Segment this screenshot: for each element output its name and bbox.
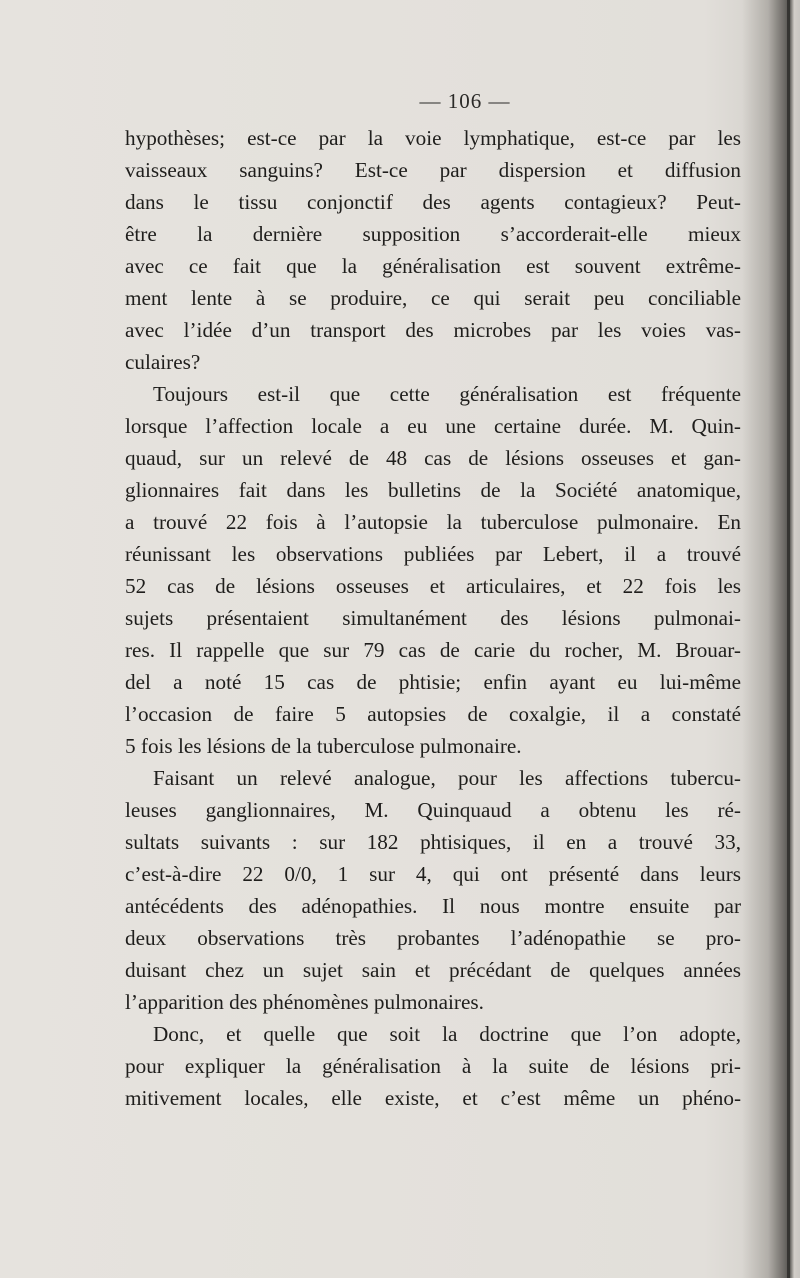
text-line: dans le tissu conjonctif des agents contagieux? Peut- — [125, 190, 741, 214]
text-line: avec l’idée d’un transport des microbes par les voies vas- — [125, 318, 741, 342]
text-line: l’apparition des phénomènes pulmonaires. — [125, 990, 484, 1014]
text-line: hypothèses; est-ce par la voie lymphatique, est-ce par les — [125, 126, 741, 150]
text-line: avec ce fait que la généralisation est souvent extrême- — [125, 254, 741, 278]
text-line: c’est-à-dire 22 0/0, 1 sur 4, qui ont présenté dans leurs — [125, 862, 741, 886]
page-edge-shadow — [742, 0, 800, 1278]
text-line: pour expliquer la généralisation à la suite de lésions pri- — [125, 1054, 741, 1078]
page-number-header: — 106 — — [419, 89, 511, 113]
text-line: Toujours est-il que cette généralisation est fréquente — [153, 382, 741, 406]
text-line: Faisant un relevé analogue, pour les affections tubercu- — [153, 766, 741, 790]
text-line: 52 cas de lésions osseuses et articulaires, et 22 fois les — [125, 574, 741, 598]
text-line: Donc, et quelle que soit la doctrine que l’on adopte, — [153, 1022, 741, 1046]
text-line: lorsque l’affection locale a eu une certaine durée. M. Quin- — [125, 414, 741, 438]
text-line: quaud, sur un relevé de 48 cas de lésions osseuses et gan- — [125, 446, 741, 470]
text-line: sultats suivants : sur 182 phtisiques, il en a trouvé 33, — [125, 830, 741, 854]
text-line: a trouvé 22 fois à l’autopsie la tuberculose pulmonaire. En — [125, 510, 741, 534]
text-line: glionnaires fait dans les bulletins de la Société anatomique, — [125, 478, 741, 502]
text-line: être la dernière supposition s’accorderait-elle mieux — [125, 222, 741, 246]
text-line: del a noté 15 cas de phtisie; enfin ayant eu lui-même — [125, 670, 741, 694]
text-line: leuses ganglionnaires, M. Quinquaud a obtenu les ré- — [125, 798, 741, 822]
text-line: l’occasion de faire 5 autopsies de coxalgie, il a constaté — [125, 702, 741, 726]
text-line: ment lente à se produire, ce qui serait peu conciliable — [125, 286, 741, 310]
text-line: 5 fois les lésions de la tuberculose pulmonaire. — [125, 734, 522, 758]
text-line: antécédents des adénopathies. Il nous montre ensuite par — [125, 894, 741, 918]
text-line: vaisseaux sanguins? Est-ce par dispersion et diffusion — [125, 158, 741, 182]
page-edge-line — [787, 0, 790, 1278]
text-line: duisant chez un sujet sain et précédant de quelques années — [125, 958, 741, 982]
body-text — [125, 122, 741, 1114]
text-line: res. Il rappelle que sur 79 cas de carie du rocher, M. Brouar- — [125, 638, 741, 662]
text-line: réunissant les observations publiées par Lebert, il a trouvé — [125, 542, 741, 566]
text-line: culaires? — [125, 350, 201, 374]
text-line: sujets présentaient simultanément des lésions pulmonai- — [125, 606, 741, 630]
text-line: deux observations très probantes l’adénopathie se pro- — [125, 926, 741, 950]
text-line: mitivement locales, elle existe, et c’est même un phéno- — [125, 1086, 741, 1110]
